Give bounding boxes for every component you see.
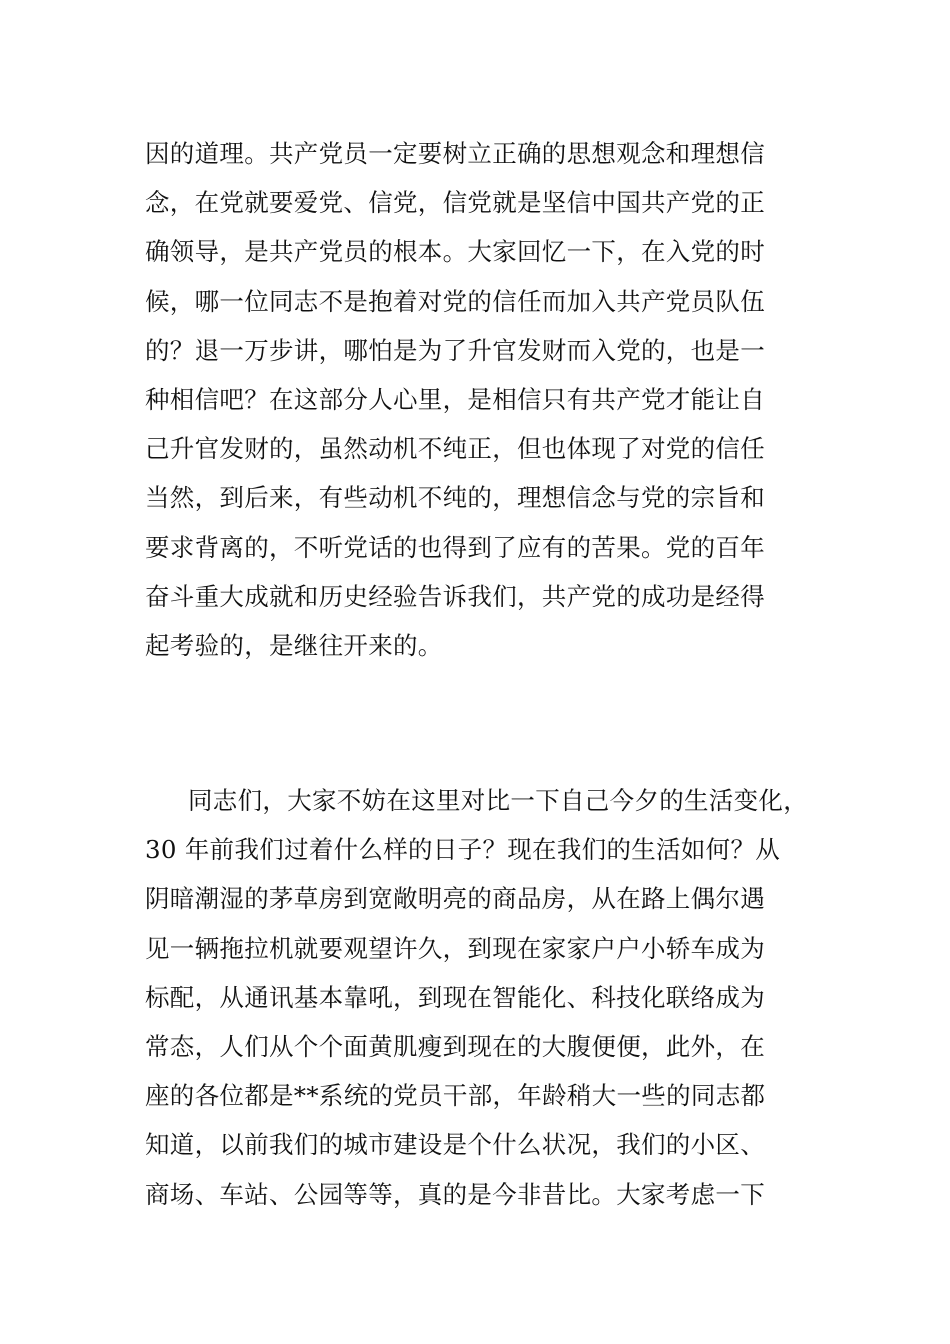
text-line: 己升官发财的，虽然动机不纯正，但也体现了对党的信任 xyxy=(145,434,765,464)
text-line: 起考验的，是继往开来的。 xyxy=(145,631,443,661)
text-line: 常态，人们从个个面黄肌瘦到现在的大腹便便，此外，在 xyxy=(145,1032,765,1062)
text-line: 阴暗潮湿的茅草房到宽敞明亮的商品房，从在路上偶尔遇 xyxy=(145,884,765,914)
text-line: 候，哪一位同志不是抱着对党的信任而加入共产党员队伍 xyxy=(145,286,765,316)
text-line: 种相信吧？在这部分人心里，是相信只有共产党才能让自 xyxy=(145,385,765,415)
text-line: 知道，以前我们的城市建设是个什么状况，我们的小区、 xyxy=(145,1130,765,1160)
text-line: 奋斗重大成就和历史经验告诉我们，共产党的成功是经得 xyxy=(145,581,765,611)
text-line: 要求背离的，不听党话的也得到了应有的苦果。党的百年 xyxy=(145,532,765,562)
text-line: 确领导，是共产党员的根本。大家回忆一下，在入党的时 xyxy=(145,237,765,267)
text-line-first: 同志们，大家不妨在这里对比一下自己今夕的生活变化， xyxy=(188,786,808,815)
text-line: 标配，从通讯基本靠吼，到现在智能化、科技化联络成为 xyxy=(145,982,765,1012)
text-line: 30 年前我们过着什么样的日子？现在我们的生活如何？从 xyxy=(145,835,781,865)
text-line: 的？退一万步讲，哪怕是为了升官发财而入党的，也是一 xyxy=(145,335,765,365)
paragraph-1 xyxy=(145,129,845,670)
text-line: 见一辆拖拉机就要观望许久，到现在家家户户小轿车成为 xyxy=(145,933,765,963)
paragraph-2 xyxy=(145,776,845,1219)
text-line: 当然，到后来，有些动机不纯的，理想信念与党的宗旨和 xyxy=(145,483,765,513)
text-line: 座的各位都是**系统的党员干部，年龄稍大一些的同志都 xyxy=(145,1081,766,1111)
text-line: 念，在党就要爱党、信党，信党就是坚信中国共产党的正 xyxy=(145,188,765,218)
text-line: 因的道理。共产党员一定要树立正确的思想观念和理想信 xyxy=(145,139,765,168)
text-line: 商场、车站、公园等等，真的是今非昔比。大家考虑一下 xyxy=(145,1179,765,1209)
